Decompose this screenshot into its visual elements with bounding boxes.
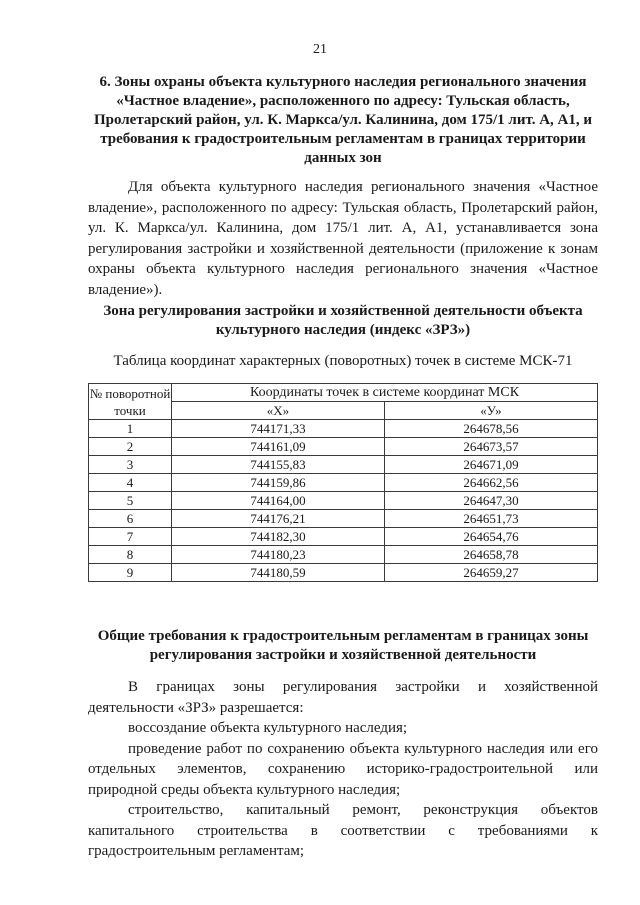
coord-y-cell: 264651,73 xyxy=(385,510,598,528)
point-number-cell: 3 xyxy=(89,456,172,474)
table-row xyxy=(89,546,598,564)
requirement-item: строительство, капитальный ремонт, реконструкция объектов капитального строительства в соответствии с требованиями к градостроительным регламентам; xyxy=(88,802,598,859)
table-row xyxy=(89,492,598,510)
table-row xyxy=(89,474,598,492)
point-number-cell: 7 xyxy=(89,528,172,546)
table-row xyxy=(89,456,598,474)
point-number-cell: 2 xyxy=(89,438,172,456)
header-point-number: № поворотной точки xyxy=(89,385,171,418)
requirement-item: проведение работ по сохранению объекта культурного наследия или его отдельных элементов, сохранению историко-градостроительной или природной среды объекта культурного наследия; xyxy=(88,740,598,798)
table-caption: Таблица координат характерных (поворотных) точек в системе МСК-71 xyxy=(113,353,573,369)
point-number-cell: 5 xyxy=(89,492,172,510)
coordinates-table-body xyxy=(89,420,598,582)
point-number-cell: 1 xyxy=(89,420,172,438)
point-number-cell: 6 xyxy=(89,510,172,528)
requirements-intro: В границах зоны регулирования застройки и хозяйственной деятельности «ЗРЗ» разрешается: xyxy=(88,679,598,716)
zone-heading: Зона регулирования застройки и хозяйственной деятельности объекта культурного наследия (индекс «ЗРЗ») xyxy=(103,303,583,338)
coord-y-cell: 264647,30 xyxy=(385,492,598,510)
header-coordinates: Координаты точек в системе координат МСК xyxy=(172,384,598,402)
coord-x-cell: 744161,09 xyxy=(172,438,385,456)
coord-x-cell: 744171,33 xyxy=(172,420,385,438)
coord-y-cell: 264678,56 xyxy=(385,420,598,438)
table-row xyxy=(89,510,598,528)
coordinates-table xyxy=(88,383,598,582)
coord-x-cell: 744155,83 xyxy=(172,456,385,474)
coord-y-cell: 264659,27 xyxy=(385,564,598,582)
header-x: «Х» xyxy=(172,402,385,420)
coord-x-cell: 744176,21 xyxy=(172,510,385,528)
table-row xyxy=(89,528,598,546)
point-number-cell: 9 xyxy=(89,564,172,582)
table-row xyxy=(89,438,598,456)
header-y: «У» xyxy=(385,402,598,420)
point-number-cell: 8 xyxy=(89,546,172,564)
intro-paragraph: Для объекта культурного наследия регионального значения «Частное владение», расположенного по адресу: Тульская область, Пролетарский район, ул. К. Маркса/ул. Калинина, дом 175/1 лит. А, А1, устанавливается зона регулирования застройки и хозяйственной деятельности (приложение к зонам охраны объекта культурного наследия регионального значения «Частное владение»). xyxy=(88,179,598,298)
coord-y-cell: 264654,76 xyxy=(385,528,598,546)
page-number: 21 xyxy=(313,42,327,57)
coord-x-cell: 744159,86 xyxy=(172,474,385,492)
requirement-item: воссоздание объекта культурного наследия; xyxy=(128,720,408,736)
section-heading: 6. Зоны охраны объекта культурного наследия регионального значения «Частное владение», расположенного по адресу: Тульская область, Пролетарский район, ул. К. Маркса/ул. Калинина, дом 175/1 лит. А, А1, и требования к градостроительным регламентам в границах территории данных зон xyxy=(93,74,593,166)
point-number-cell: 4 xyxy=(89,474,172,492)
requirements-heading: Общие требования к градостроительным регламентам в границах зоны регулирования застройки и хозяйственной деятельности xyxy=(97,628,589,663)
coord-x-cell: 744180,23 xyxy=(172,546,385,564)
coord-y-cell: 264658,78 xyxy=(385,546,598,564)
coord-y-cell: 264662,56 xyxy=(385,474,598,492)
requirements-list xyxy=(88,677,598,862)
coord-x-cell: 744164,00 xyxy=(172,492,385,510)
table-row xyxy=(89,420,598,438)
coord-y-cell: 264671,09 xyxy=(385,456,598,474)
table-row xyxy=(89,564,598,582)
coord-x-cell: 744180,59 xyxy=(172,564,385,582)
coord-x-cell: 744182,30 xyxy=(172,528,385,546)
coord-y-cell: 264673,57 xyxy=(385,438,598,456)
